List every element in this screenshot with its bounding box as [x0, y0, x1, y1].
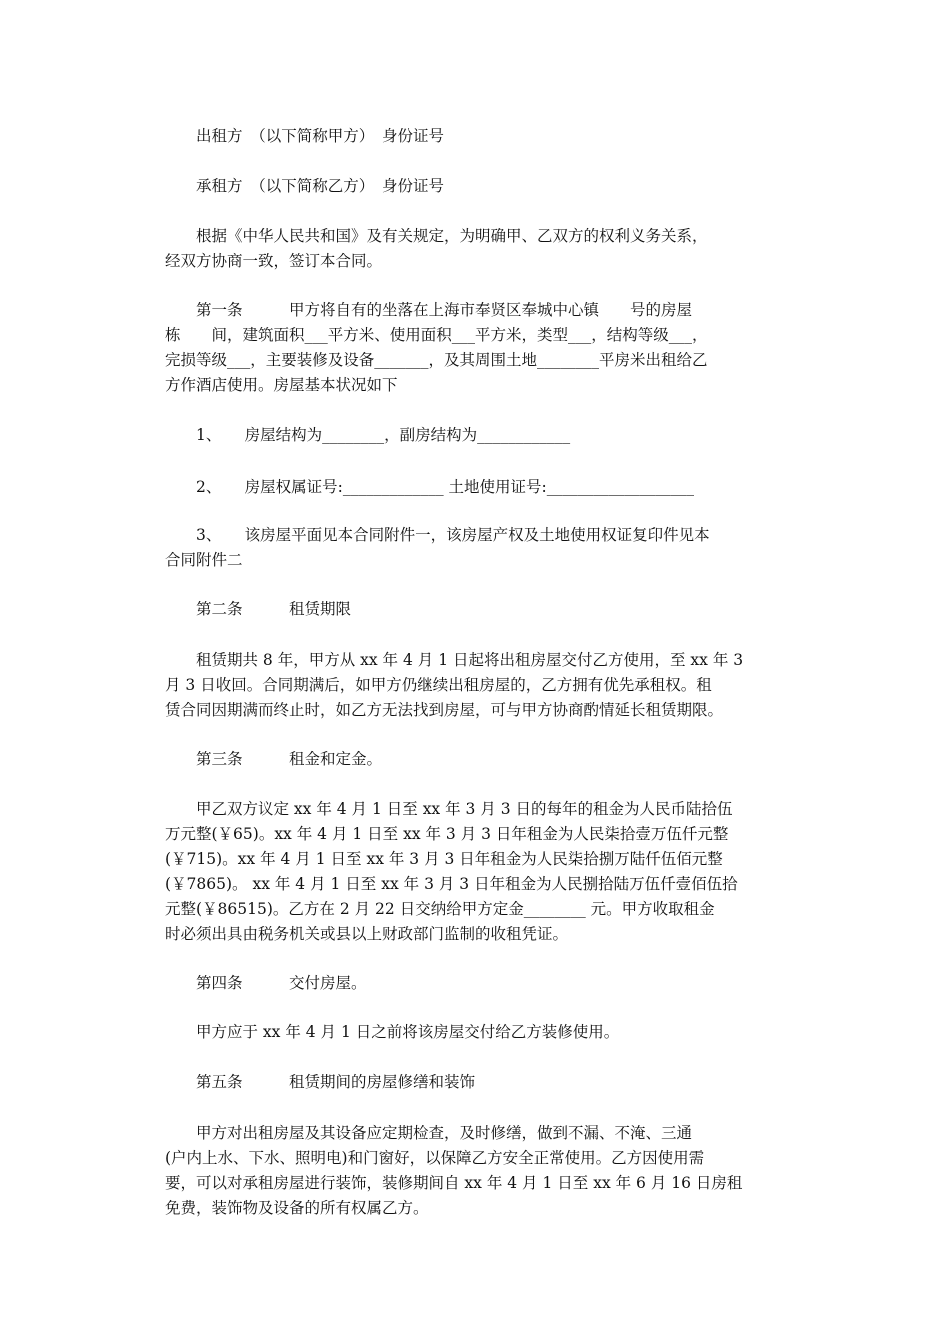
- item-1-line: [165, 423, 785, 448]
- preamble-paragraph: [165, 224, 785, 274]
- text-line: 甲方对出租房屋及其设备应定期检查，及时修缮，做到不漏、不淹、三通: [165, 1124, 693, 1142]
- text-line: 合同附件二: [165, 551, 243, 569]
- text-line: 要，可以对承租房屋进行装饰，装修期间自 xx 年 4 月 1 日至 xx 年 6 月 16 日房租: [165, 1174, 743, 1192]
- delivery-line: [165, 1020, 785, 1045]
- article-4-heading: [165, 971, 785, 996]
- text-line: 元整(￥86515)。乙方在 2 月 22 日交纳给甲方定金________ 元。甲方收取租金: [165, 900, 715, 918]
- text-line: 第四条 交付房屋。: [165, 974, 367, 992]
- text-line: 3、 该房屋平面见本合同附件一，该房屋产权及土地使用权证复印件见本: [165, 526, 710, 544]
- text-line: 免费，装饰物及设备的所有权属乙方。: [165, 1199, 429, 1217]
- text-line: (户内上水、下水、照明电)和门窗好，以保障乙方安全正常使用。乙方因使用需: [165, 1149, 705, 1167]
- article-3-heading: [165, 747, 785, 772]
- text-line: 第五条 租赁期间的房屋修缮和装饰: [165, 1073, 476, 1091]
- text-line: 第二条 租赁期限: [165, 600, 352, 618]
- article-2-heading: [165, 597, 785, 622]
- text-line: 时必须出具由税务机关或县以上财政部门监制的收租凭证。: [165, 925, 569, 943]
- text-line: (￥715)。xx 年 4 月 1 日至 xx 年 3 月 3 日年租金为人民柒拾捌万陆仟伍佰元整: [165, 850, 723, 868]
- text-line: 甲乙双方议定 xx 年 4 月 1 日至 xx 年 3 月 3 日的每年的租金为人民币陆拾伍: [165, 800, 733, 818]
- text-line: 承租方 （以下简称乙方） 身份证号: [165, 177, 445, 195]
- item-2-line: [165, 475, 785, 500]
- text-line: 1、 房屋结构为________，副房结构为____________: [165, 426, 571, 444]
- text-line: 第三条 租金和定金。: [165, 750, 383, 768]
- lessee-line: [165, 174, 785, 199]
- lessor-line: [165, 124, 785, 149]
- item-3-paragraph: [165, 523, 785, 573]
- text-line: 月 3 日收回。合同期满后，如甲方仍继续出租房屋的，乙方拥有优先承租权。租: [165, 676, 712, 694]
- text-line: (￥7865)。 xx 年 4 月 1 日至 xx 年 3 月 3 日年租金为人民捌拾陆万伍仟壹佰伍拾: [165, 875, 738, 893]
- text-line: 方作酒店使用。房屋基本状况如下: [165, 376, 398, 394]
- text-line: 甲方应于 xx 年 4 月 1 日之前将该房屋交付给乙方装修使用。: [165, 1023, 620, 1041]
- text-line: 2、 房屋权属证号:_____________ 土地使用证号:___________________: [165, 478, 694, 496]
- text-line: 栋 间，建筑面积___平方米、使用面积___平方米，类型___，结构等级___，: [165, 326, 708, 344]
- text-line: 根据《中华人民共和国》及有关规定，为明确甲、乙双方的权利义务关系，: [165, 227, 708, 245]
- article-5-heading: [165, 1070, 785, 1095]
- rent-paragraph: [165, 797, 785, 947]
- text-line: 租赁期共 8 年，甲方从 xx 年 4 月 1 日起将出租房屋交付乙方使用，至 xx 年 3: [165, 651, 744, 669]
- article-1-paragraph: [165, 298, 785, 398]
- text-line: 出租方 （以下简称甲方） 身份证号: [165, 127, 445, 145]
- repair-paragraph: [165, 1121, 785, 1221]
- text-line: 万元整(￥65)。xx 年 4 月 1 日至 xx 年 3 月 3 日年租金为人民柒拾壹万伍仟元整: [165, 825, 729, 843]
- term-paragraph: [165, 648, 785, 723]
- text-line: 经双方协商一致，签订本合同。: [165, 252, 383, 270]
- text-line: 第一条 甲方将自有的坐落在上海市奉贤区奉城中心镇 号的房屋: [165, 301, 693, 319]
- text-line: 完损等级___，主要装修及设备_______，及其周围土地________平房米出租给乙: [165, 351, 708, 369]
- text-line: 赁合同因期满而终止时，如乙方无法找到房屋，可与甲方协商酌情延长租赁期限。: [165, 701, 724, 719]
